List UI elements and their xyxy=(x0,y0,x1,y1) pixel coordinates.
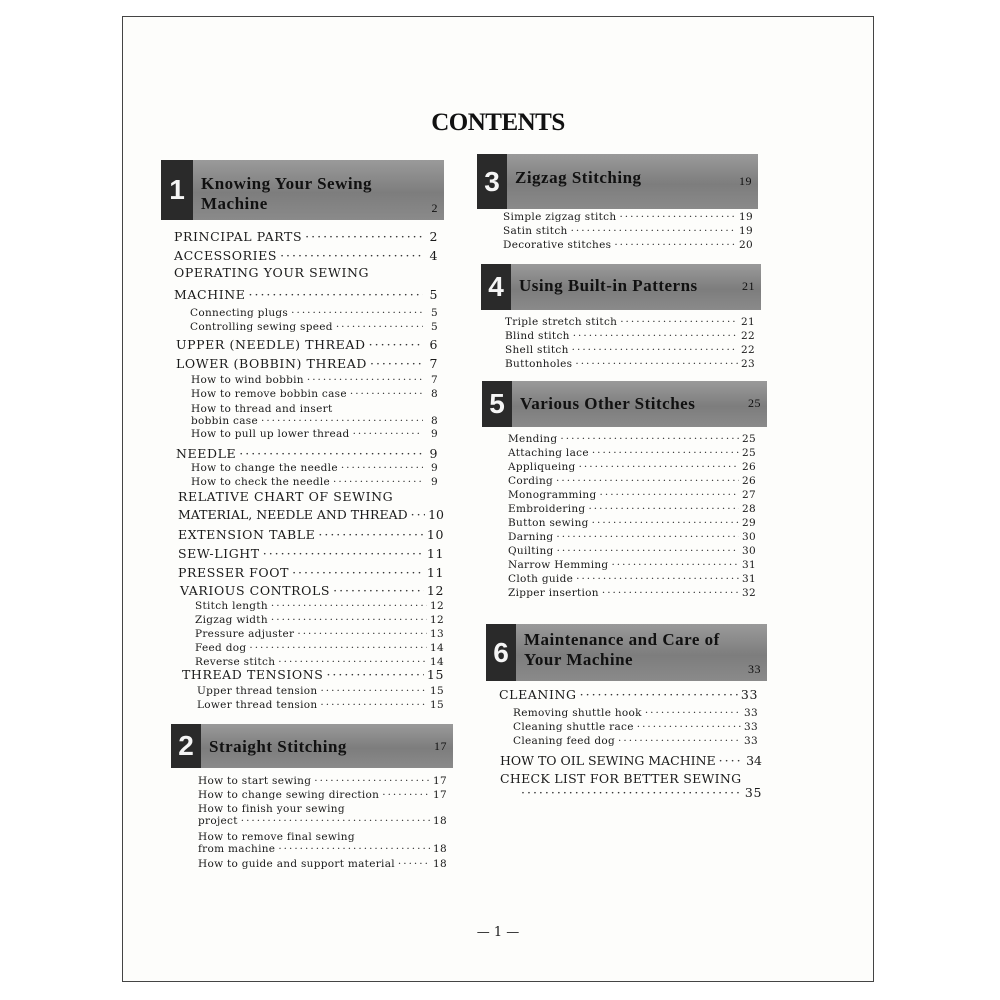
leader-dots xyxy=(398,858,430,870)
section-page: 33 xyxy=(748,662,761,676)
toc-entry xyxy=(178,527,444,542)
entry-page: 17 xyxy=(433,775,447,787)
toc-entry xyxy=(198,843,447,855)
leader-dots xyxy=(560,433,739,445)
entry-page: 31 xyxy=(742,573,756,585)
leader-dots xyxy=(573,330,738,342)
toc-entry xyxy=(198,815,447,827)
section-title-text: Straight Stitching xyxy=(209,737,347,756)
toc-entry xyxy=(513,735,758,747)
toc-entry xyxy=(508,475,756,487)
section-1-header xyxy=(161,160,444,220)
entry-page: 9 xyxy=(431,428,438,440)
leader-dots xyxy=(614,239,736,251)
entry-page: 9 xyxy=(431,462,438,474)
leader-dots xyxy=(320,699,427,711)
toc-entry xyxy=(513,721,758,733)
toc-entry xyxy=(518,785,762,800)
entry-page: 19 xyxy=(739,211,753,223)
entry-page: 11 xyxy=(426,546,444,561)
entry-label: THREAD TENSIONS xyxy=(182,667,324,682)
entry-page: 13 xyxy=(430,628,444,640)
entry-page: 28 xyxy=(742,503,756,515)
entry-page: 21 xyxy=(741,316,755,328)
toc-entry xyxy=(198,775,447,787)
toc-entry xyxy=(503,211,753,223)
page-title: CONTENTS xyxy=(431,109,565,136)
leader-dots xyxy=(600,489,740,501)
entry-label: SEW-LIGHT xyxy=(178,546,260,561)
leader-dots xyxy=(307,374,423,386)
leader-dots xyxy=(239,446,423,461)
entry-page: 33 xyxy=(744,735,758,747)
entry-label: Cleaning shuttle race xyxy=(513,721,634,733)
entry-page: 2 xyxy=(429,229,438,244)
entry-page: 31 xyxy=(742,559,756,571)
leader-dots xyxy=(249,287,424,302)
entry-label: MATERIAL, NEEDLE AND THREAD xyxy=(178,507,408,522)
entry-page: 12 xyxy=(430,600,444,612)
entry-label: Cloth guide xyxy=(508,573,574,585)
section-number: 3 xyxy=(477,154,507,209)
entry-page: 32 xyxy=(742,587,756,599)
section-title xyxy=(193,160,444,220)
toc-entry xyxy=(503,225,753,237)
toc-entry xyxy=(191,388,438,400)
toc-entry xyxy=(178,565,444,580)
entry-label-line: How to thread and insert xyxy=(191,403,333,415)
entry-page: 26 xyxy=(742,475,756,487)
toc-entry xyxy=(508,587,756,599)
entry-page: 17 xyxy=(433,789,447,801)
leader-dots xyxy=(297,628,427,640)
entry-page: 34 xyxy=(746,753,762,768)
toc-entry xyxy=(176,356,438,371)
entry-label: How to change sewing direction xyxy=(198,789,380,801)
leader-dots xyxy=(353,428,423,440)
entry-label: Feed dog xyxy=(195,642,247,654)
entry-page: 22 xyxy=(741,344,755,356)
leader-dots xyxy=(411,507,425,522)
toc-entry xyxy=(508,559,756,571)
entry-page: 30 xyxy=(742,531,756,543)
entry-page: 9 xyxy=(429,446,438,461)
entry-label: How to start sewing xyxy=(198,775,312,787)
entry-label: Blind stitch xyxy=(505,330,570,342)
section-number: 2 xyxy=(171,724,201,768)
entry-page: 18 xyxy=(433,843,447,855)
manual-page xyxy=(122,16,874,982)
leader-dots xyxy=(571,225,736,237)
toc-entry xyxy=(180,583,444,598)
entry-label: Stitch length xyxy=(195,600,268,612)
toc-entry xyxy=(505,316,755,328)
entry-page: 33 xyxy=(744,721,758,733)
entry-page: 26 xyxy=(742,461,756,473)
entry-page: 33 xyxy=(744,707,758,719)
entry-page: 14 xyxy=(430,656,444,668)
toc-entry xyxy=(195,600,444,612)
leader-dots xyxy=(241,815,430,827)
toc-entry xyxy=(198,858,447,870)
entry-page: 25 xyxy=(742,447,756,459)
toc-entry xyxy=(503,239,753,251)
entry-page: 14 xyxy=(430,642,444,654)
entry-label: Triple stretch stitch xyxy=(505,316,618,328)
entry-page: 25 xyxy=(742,433,756,445)
entry-label: Removing shuttle hook xyxy=(513,707,642,719)
entry-label: Zipper insertion xyxy=(508,587,599,599)
toc-entry xyxy=(508,461,756,473)
entry-label: Darning xyxy=(508,531,554,543)
entry-label: Lower thread tension xyxy=(197,699,318,711)
section-title-line: Your Machine xyxy=(524,650,634,669)
leader-dots xyxy=(318,527,424,542)
toc-entry xyxy=(500,753,762,768)
section-page: 21 xyxy=(742,279,755,293)
toc-entry xyxy=(190,307,438,319)
leader-dots xyxy=(645,707,741,719)
leader-dots xyxy=(521,785,742,800)
toc-entry xyxy=(508,447,756,459)
entry-label: Monogramming xyxy=(508,489,597,501)
leader-dots xyxy=(370,356,423,371)
entry-label: Quilting xyxy=(508,545,554,557)
entry-page: 22 xyxy=(741,330,755,342)
entry-label: How to pull up lower thread xyxy=(191,428,350,440)
entry-label: PRESSER FOOT xyxy=(178,565,290,580)
section-title-text: Using Built-in Patterns xyxy=(519,276,698,295)
entry-page: 27 xyxy=(742,489,756,501)
entry-label: bobbin case xyxy=(191,415,258,427)
toc-entry xyxy=(508,517,756,529)
section-page: 19 xyxy=(739,174,752,188)
entry-label: project xyxy=(198,815,238,827)
entry-page: 15 xyxy=(426,667,444,682)
leader-dots xyxy=(592,447,739,459)
entry-label: PRINCIPAL PARTS xyxy=(174,229,303,244)
leader-dots xyxy=(620,316,738,328)
toc-entry xyxy=(176,337,438,352)
entry-page: 9 xyxy=(431,476,438,488)
section-title xyxy=(512,381,767,427)
toc-entry xyxy=(195,628,444,640)
section-title xyxy=(201,724,453,768)
leader-dots xyxy=(291,307,423,319)
toc-entry xyxy=(174,287,438,302)
entry-page: 19 xyxy=(739,225,753,237)
toc-entry xyxy=(195,642,444,654)
leader-dots xyxy=(579,461,739,473)
section-title-text: Zigzag Stitching xyxy=(515,168,642,187)
entry-label: Cleaning feed dog xyxy=(513,735,616,747)
entry-label: Zigzag width xyxy=(195,614,268,626)
toc-entry xyxy=(195,614,444,626)
leader-dots xyxy=(278,843,430,855)
entry-page: 10 xyxy=(428,507,444,522)
entry-label: Embroidering xyxy=(508,503,586,515)
leader-dots xyxy=(580,687,738,702)
entry-page: 12 xyxy=(430,614,444,626)
toc-entry xyxy=(508,531,756,543)
entry-page: 15 xyxy=(430,699,444,711)
leader-dots xyxy=(333,583,424,598)
entry-page: 20 xyxy=(739,239,753,251)
entry-label: UPPER (NEEDLE) THREAD xyxy=(176,337,366,352)
section-title xyxy=(511,264,761,310)
entry-page: 10 xyxy=(426,527,444,542)
leader-dots xyxy=(320,685,427,697)
entry-label: VARIOUS CONTROLS xyxy=(180,583,331,598)
toc-entry xyxy=(191,428,438,440)
entry-label-line: OPERATING YOUR SEWING xyxy=(174,265,370,280)
leader-dots xyxy=(341,462,423,474)
entry-page: 5 xyxy=(431,307,438,319)
section-title-text: Various Other Stitches xyxy=(520,394,696,413)
section-page: 25 xyxy=(748,396,761,410)
entry-page: 15 xyxy=(430,685,444,697)
entry-page: 33 xyxy=(740,687,758,702)
section-2-header xyxy=(171,724,453,768)
entry-page: 7 xyxy=(429,356,438,371)
toc-entry xyxy=(508,489,756,501)
leader-dots xyxy=(336,321,423,333)
entry-label-line: CHECK LIST FOR BETTER SEWING xyxy=(500,771,742,786)
entry-page: 35 xyxy=(744,785,762,800)
leader-dots xyxy=(575,358,738,370)
leader-dots xyxy=(618,735,741,747)
leader-dots xyxy=(249,642,427,654)
entry-page: 29 xyxy=(742,517,756,529)
leader-dots xyxy=(271,614,427,626)
leader-dots xyxy=(556,531,739,543)
entry-label: ACCESSORIES xyxy=(174,248,278,263)
toc-entry xyxy=(176,446,438,461)
entry-label: Shell stitch xyxy=(505,344,569,356)
section-title xyxy=(516,624,767,681)
leader-dots xyxy=(292,565,424,580)
section-number: 1 xyxy=(161,160,193,220)
entry-label: Attaching lace xyxy=(508,447,589,459)
toc-entry xyxy=(508,573,756,585)
section-6-header xyxy=(486,624,767,681)
entry-page: 30 xyxy=(742,545,756,557)
leader-dots xyxy=(602,587,739,599)
section-number: 5 xyxy=(482,381,512,427)
leader-dots xyxy=(556,475,739,487)
toc-entry xyxy=(178,507,444,522)
toc-entry xyxy=(182,667,444,682)
toc-entry xyxy=(174,248,438,263)
leader-dots xyxy=(592,517,739,529)
entry-label: from machine xyxy=(198,843,276,855)
section-title xyxy=(507,154,758,209)
entry-label: Connecting plugs xyxy=(190,307,289,319)
entry-page: 8 xyxy=(431,415,438,427)
entry-page: 5 xyxy=(429,287,438,302)
entry-page: 18 xyxy=(433,815,447,827)
leader-dots xyxy=(557,545,739,557)
toc-entry xyxy=(197,685,444,697)
entry-page: 7 xyxy=(431,374,438,386)
entry-label: How to remove bobbin case xyxy=(191,388,347,400)
leader-dots xyxy=(333,476,423,488)
entry-label-line: How to remove final sewing xyxy=(198,831,355,843)
leader-dots xyxy=(280,248,423,263)
section-page: 2 xyxy=(431,201,438,215)
leader-dots xyxy=(611,559,739,571)
section-title-line: Maintenance and Care of xyxy=(524,630,720,649)
leader-dots xyxy=(305,229,423,244)
entry-page: 8 xyxy=(431,388,438,400)
entry-label: Upper thread tension xyxy=(197,685,318,697)
entry-label: CLEANING xyxy=(499,687,577,702)
toc-entry xyxy=(191,374,438,386)
entry-label: Buttonholes xyxy=(505,358,573,370)
leader-dots xyxy=(637,721,741,733)
entry-page: 12 xyxy=(426,583,444,598)
toc-entry xyxy=(505,344,755,356)
leader-dots xyxy=(572,344,738,356)
entry-label: NEEDLE xyxy=(176,446,237,461)
entry-label: Appliqueing xyxy=(508,461,576,473)
leader-dots xyxy=(271,600,427,612)
entry-page: 23 xyxy=(741,358,755,370)
section-title-line: Machine xyxy=(201,194,268,213)
entry-page: 18 xyxy=(433,858,447,870)
toc-entry xyxy=(508,503,756,515)
toc-entry xyxy=(499,687,758,702)
leader-dots xyxy=(382,789,430,801)
entry-label: Simple zigzag stitch xyxy=(503,211,617,223)
entry-label-line: RELATIVE CHART OF SEWING xyxy=(178,489,394,504)
leader-dots xyxy=(619,211,736,223)
entry-label: Pressure adjuster xyxy=(195,628,295,640)
entry-page: 6 xyxy=(429,337,438,352)
section-4-header xyxy=(481,264,761,310)
page-number: — 1 — xyxy=(476,925,520,940)
toc-entry xyxy=(190,321,438,333)
entry-label: Decorative stitches xyxy=(503,239,612,251)
toc-entry xyxy=(505,330,755,342)
section-page: 17 xyxy=(434,739,447,753)
toc-entry xyxy=(508,433,756,445)
entry-label: Narrow Hemming xyxy=(508,559,609,571)
section-3-header xyxy=(477,154,758,209)
entry-label: How to change the needle xyxy=(191,462,338,474)
leader-dots xyxy=(263,546,424,561)
entry-label: HOW TO OIL SEWING MACHINE xyxy=(500,753,716,768)
leader-dots xyxy=(719,753,743,768)
section-5-header xyxy=(482,381,767,427)
toc-entry xyxy=(198,789,447,801)
entry-label: MACHINE xyxy=(174,287,246,302)
entry-label-line: How to finish your sewing xyxy=(198,803,345,815)
toc-entry xyxy=(174,229,438,244)
leader-dots xyxy=(369,337,423,352)
toc-entry xyxy=(191,462,438,474)
entry-label: Mending xyxy=(508,433,558,445)
toc-entry xyxy=(513,707,758,719)
entry-page: 4 xyxy=(429,248,438,263)
section-number: 6 xyxy=(486,624,516,681)
leader-dots xyxy=(314,775,430,787)
entry-label: Button sewing xyxy=(508,517,589,529)
entry-label: Satin stitch xyxy=(503,225,568,237)
toc-entry xyxy=(508,545,756,557)
section-number: 4 xyxy=(481,264,511,310)
toc-entry xyxy=(505,358,755,370)
leader-dots xyxy=(588,503,739,515)
entry-label: Reverse stitch xyxy=(195,656,276,668)
section-title-line: Knowing Your Sewing xyxy=(201,174,373,193)
entry-label: Controlling sewing speed xyxy=(190,321,333,333)
toc-entry xyxy=(191,415,438,427)
entry-label: LOWER (BOBBIN) THREAD xyxy=(176,356,367,371)
toc-entry xyxy=(178,546,444,561)
entry-label: How to wind bobbin xyxy=(191,374,304,386)
toc-entry xyxy=(191,476,438,488)
leader-dots xyxy=(261,415,423,427)
entry-page: 5 xyxy=(431,321,438,333)
leader-dots xyxy=(350,388,423,400)
leader-dots xyxy=(326,667,423,682)
leader-dots xyxy=(576,573,739,585)
entry-label: EXTENSION TABLE xyxy=(178,527,316,542)
toc-entry xyxy=(197,699,444,711)
entry-page: 11 xyxy=(426,565,444,580)
entry-label: How to guide and support material xyxy=(198,858,395,870)
entry-label: How to check the needle xyxy=(191,476,331,488)
entry-label: Cording xyxy=(508,475,554,487)
